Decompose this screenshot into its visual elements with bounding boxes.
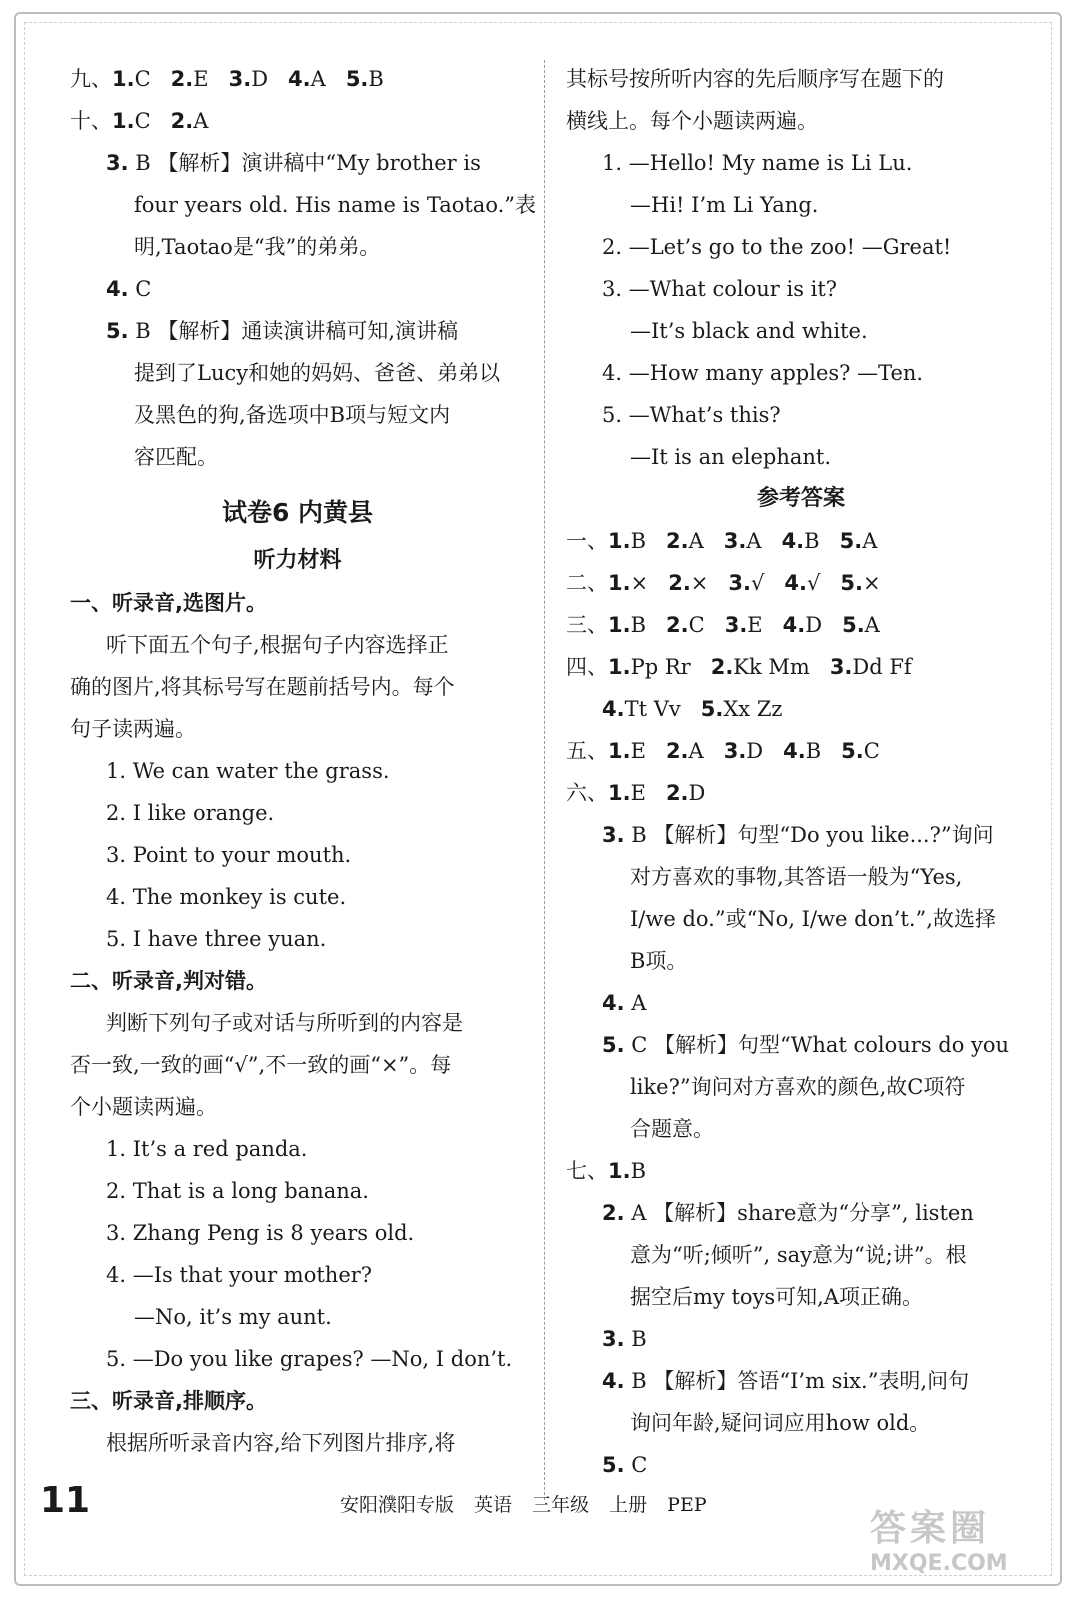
answer-row-4: 四、1.Pp Rr 2.Kk Mm 3.Dd Ff <box>566 655 912 679</box>
dialog-line: 2. —Let’s go to the zoo! —Great! <box>602 235 952 259</box>
part2-heading: 二、听录音,判对错。 <box>70 969 267 993</box>
answer-10-5-cont: 提到了Lucy和她的妈妈、爸爸、弟弟以 <box>134 361 501 385</box>
answer-row-2: 二、1.× 2.× 3.√ 4.√ 5.× <box>566 571 881 595</box>
list-item: 4. The monkey is cute. <box>106 885 347 909</box>
answer-6-3-cont: 对方喜欢的事物,其答语一般为“Yes, <box>630 865 963 889</box>
list-item: 2. That is a long banana. <box>106 1179 369 1203</box>
answer-row-7: 七、1.B <box>566 1159 647 1183</box>
answer-row-4-cont: 4.Tt Vv 5.Xx Zz <box>602 697 783 721</box>
part3-instructions-cont: 其标号按所听内容的先后顺序写在题下的 <box>566 67 944 91</box>
answers-title: 参考答案 <box>756 486 845 511</box>
answer-row-3: 三、1.B 2.C 3.E 4.D 5.A <box>566 613 880 637</box>
answer-7-2-cont: 据空后my toys可知,A项正确。 <box>630 1285 924 1309</box>
answer-6-3-cont: I/we do.”或“No, I/we don’t.”,故选择 <box>630 907 996 931</box>
answer-7-3: 3. B <box>602 1327 647 1351</box>
dialog-line: —It is an elephant. <box>630 445 831 469</box>
page-number: 11 <box>40 1480 91 1521</box>
answer-10-3-cont: 明,Taotao是“我”的弟弟。 <box>134 235 381 259</box>
part1-instructions: 听下面五个句子,根据句子内容选择正 <box>106 633 449 657</box>
answer-7-2-cont: 意为“听;倾听”, say意为“说;讲”。根 <box>630 1243 967 1267</box>
list-item: —No, it’s my aunt. <box>134 1305 332 1329</box>
answer-7-2: 2. A 【解析】share意为“分享”, listen <box>602 1201 974 1225</box>
watermark-text: 答案圈 <box>870 1508 991 1549</box>
answer-6-4: 4. A <box>602 991 647 1015</box>
answer-7-4: 4. B 【解析】答语“I’m six.”表明,问句 <box>602 1369 970 1393</box>
answer-row-1: 一、1.B 2.A 3.A 4.B 5.A <box>566 529 878 553</box>
part1-instructions: 确的图片,将其标号写在题前括号内。每个 <box>70 675 455 699</box>
dialog-line: 3. —What colour is it? <box>602 277 838 301</box>
list-item: 4. —Is that your mother? <box>106 1263 373 1287</box>
watermark-url: MXQE.COM <box>870 1551 1008 1576</box>
answer-10-4: 4. C <box>106 277 152 301</box>
answer-row-10: 十、1.C 2.A <box>70 109 209 133</box>
list-item: 3. Point to your mouth. <box>106 843 352 867</box>
answer-10-5-cont: 及黑色的狗,备选项中B项与短文内 <box>134 403 451 427</box>
answer-7-4-cont: 询问年龄,疑问词应用how old。 <box>630 1411 931 1435</box>
answer-10-3: 3. B 【解析】演讲稿中“My brother is <box>106 151 481 175</box>
left-column <box>70 58 537 1464</box>
answer-10-5: 5. B 【解析】通读演讲稿可知,演讲稿 <box>106 319 459 343</box>
list-item: 1. We can water the grass. <box>106 759 390 783</box>
part2-instructions: 判断下列句子或对话与所听到的内容是 <box>106 1011 463 1035</box>
dialog-line: 5. —What’s this? <box>602 403 781 427</box>
list-item: 2. I like orange. <box>106 801 275 825</box>
right-column <box>566 58 1036 1486</box>
part3-instructions: 根据所听录音内容,给下列图片排序,将 <box>106 1431 456 1455</box>
answer-6-5-cont: 合题意。 <box>630 1117 714 1141</box>
answer-6-5: 5. C 【解析】句型“What colours do you <box>602 1033 1010 1057</box>
answer-row-9: 九、1.C 2.E 3.D 4.A 5.B <box>70 67 384 91</box>
footer-edition: 安阳濮阳专版 英语 三年级 上册 PEP <box>340 1494 707 1516</box>
column-divider <box>544 60 545 1500</box>
list-item: 3. Zhang Peng is 8 years old. <box>106 1221 415 1245</box>
dialog-line: 1. —Hello! My name is Li Lu. <box>602 151 913 175</box>
answer-7-5: 5. C <box>602 1453 648 1477</box>
part3-heading: 三、听录音,排顺序。 <box>70 1389 267 1413</box>
answer-6-3-cont: B项。 <box>630 949 688 973</box>
answer-6-5-cont: like?”询问对方喜欢的颜色,故C项符 <box>630 1075 966 1099</box>
answer-10-3-cont: four years old. His name is Taotao.”表 <box>134 193 537 217</box>
part1-instructions: 句子读两遍。 <box>70 717 196 741</box>
part2-instructions: 个小题读两遍。 <box>70 1095 217 1119</box>
dialog-line: —It’s black and white. <box>630 319 868 343</box>
part1-heading: 一、听录音,选图片。 <box>70 591 267 615</box>
list-item: 1. It’s a red panda. <box>106 1137 308 1161</box>
answer-6-3: 3. B 【解析】句型“Do you like...?”询问 <box>602 823 994 847</box>
part2-instructions: 否一致,一致的画“√”,不一致的画“×”。每 <box>70 1053 452 1077</box>
answer-row-5: 五、1.E 2.A 3.D 4.B 5.C <box>566 739 880 763</box>
dialog-line: —Hi! I’m Li Yang. <box>630 193 819 217</box>
dialog-line: 4. —How many apples? —Ten. <box>602 361 924 385</box>
answer-row-6: 六、1.E 2.D <box>566 781 706 805</box>
list-item: 5. I have three yuan. <box>106 927 327 951</box>
watermark-logo <box>870 1500 1050 1590</box>
part3-instructions-cont: 横线上。每个小题读两遍。 <box>566 109 818 133</box>
list-item: 5. —Do you like grapes? —No, I don’t. <box>106 1347 513 1371</box>
answer-10-5-cont: 容匹配。 <box>134 445 218 469</box>
paper-title: 试卷6 内黄县 <box>221 498 374 527</box>
listening-title: 听力材料 <box>253 548 342 573</box>
